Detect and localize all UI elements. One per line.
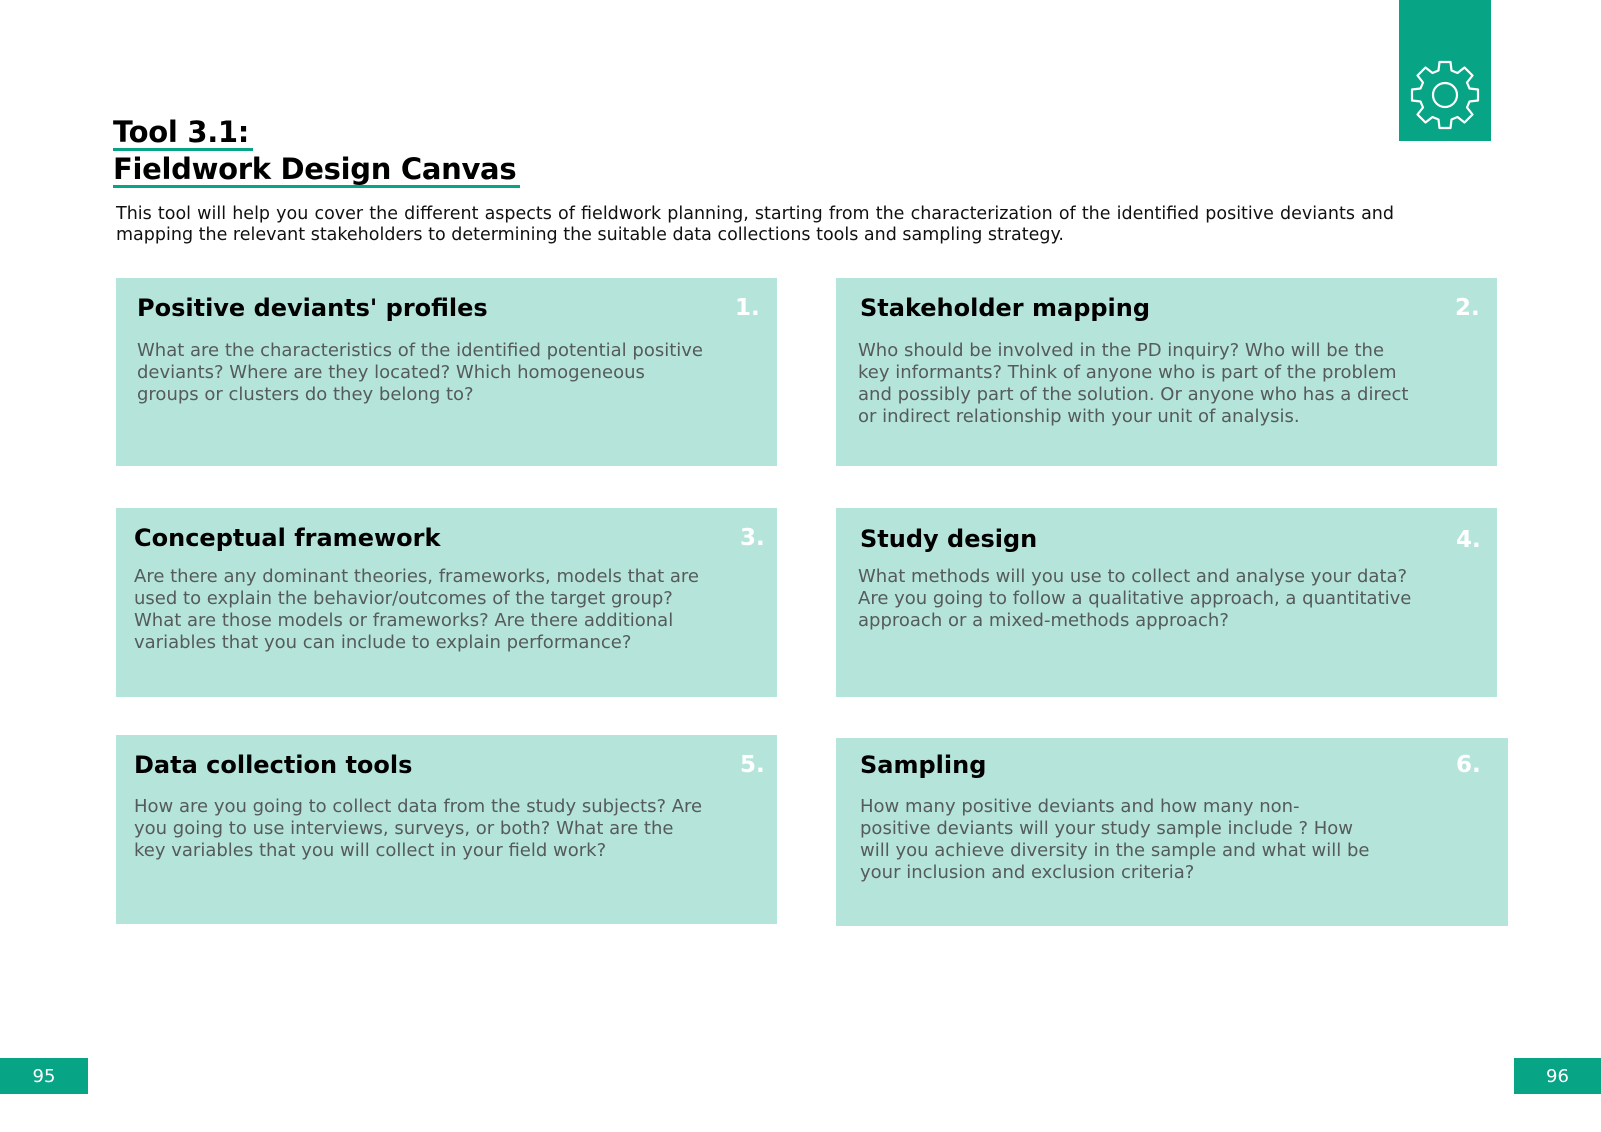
- card-text: How many positive deviants and how many non-positive deviants will your study sample include ? How will you achieve diversity in the sample and what will be your inclusion and exclusion criteria?: [860, 796, 1370, 883]
- card-title: Sampling: [860, 751, 987, 779]
- card-data-collection-tools: [116, 735, 777, 924]
- title-line-1: Tool 3.1:: [113, 116, 253, 151]
- card-title: Conceptual framework: [134, 524, 441, 552]
- card-number: 6.: [1456, 752, 1481, 778]
- card-conceptual-framework: [116, 508, 777, 697]
- title-line-2: Fieldwork Design Canvas: [113, 153, 520, 188]
- card-title: Positive deviants' profiles: [137, 294, 488, 322]
- card-number: 3.: [740, 525, 765, 551]
- card-text: What methods will you use to collect and analyse your data? Are you going to follow a qualitative approach, a quantitative approach or a mixed-methods approach?: [858, 566, 1412, 631]
- card-title: Data collection tools: [134, 751, 413, 779]
- card-stakeholder-mapping: [836, 278, 1497, 466]
- card-title: Stakeholder mapping: [860, 294, 1151, 322]
- page-number-right: 96: [1514, 1058, 1601, 1094]
- card-text: How are you going to collect data from the study subjects? Are you going to use interviews, surveys, or both? What are the key variables that you will collect in your field work?: [134, 796, 703, 861]
- card-number: 5.: [740, 752, 765, 778]
- card-number: 2.: [1455, 295, 1480, 321]
- card-title: Study design: [860, 525, 1038, 553]
- page-number-left: 95: [0, 1058, 88, 1094]
- page-title: [113, 114, 520, 188]
- card-text: Are there any dominant theories, frameworks, models that are used to explain the behavior/outcomes of the target group? What are those models or frameworks? Are there additional variables that you can include to explain performance?: [134, 566, 700, 653]
- card-text: What are the characteristics of the identified potential positive deviants? Where are they located? Which homogeneous groups or clusters do they belong to?: [137, 340, 703, 405]
- card-number: 1.: [735, 295, 760, 321]
- card-text: Who should be involved in the PD inquiry? Who will be the key informants? Think of anyone who is part of the problem and possibly part of the solution. Or anyone who has a direct or indirect relationship with your unit of analysis.: [858, 340, 1409, 427]
- card-sampling: [836, 738, 1508, 926]
- gear-icon: [1408, 58, 1482, 132]
- card-positive-deviants-profiles: [116, 278, 777, 466]
- gear-icon-box: [1399, 0, 1491, 141]
- card-study-design: [836, 508, 1497, 697]
- card-number: 4.: [1456, 527, 1481, 553]
- intro-paragraph: This tool will help you cover the different aspects of fieldwork planning, starting from the characterization of the identified positive deviants and mapping the relevant stakeholders to determining the suitable data collections tools and sampling strategy.: [116, 204, 1394, 245]
